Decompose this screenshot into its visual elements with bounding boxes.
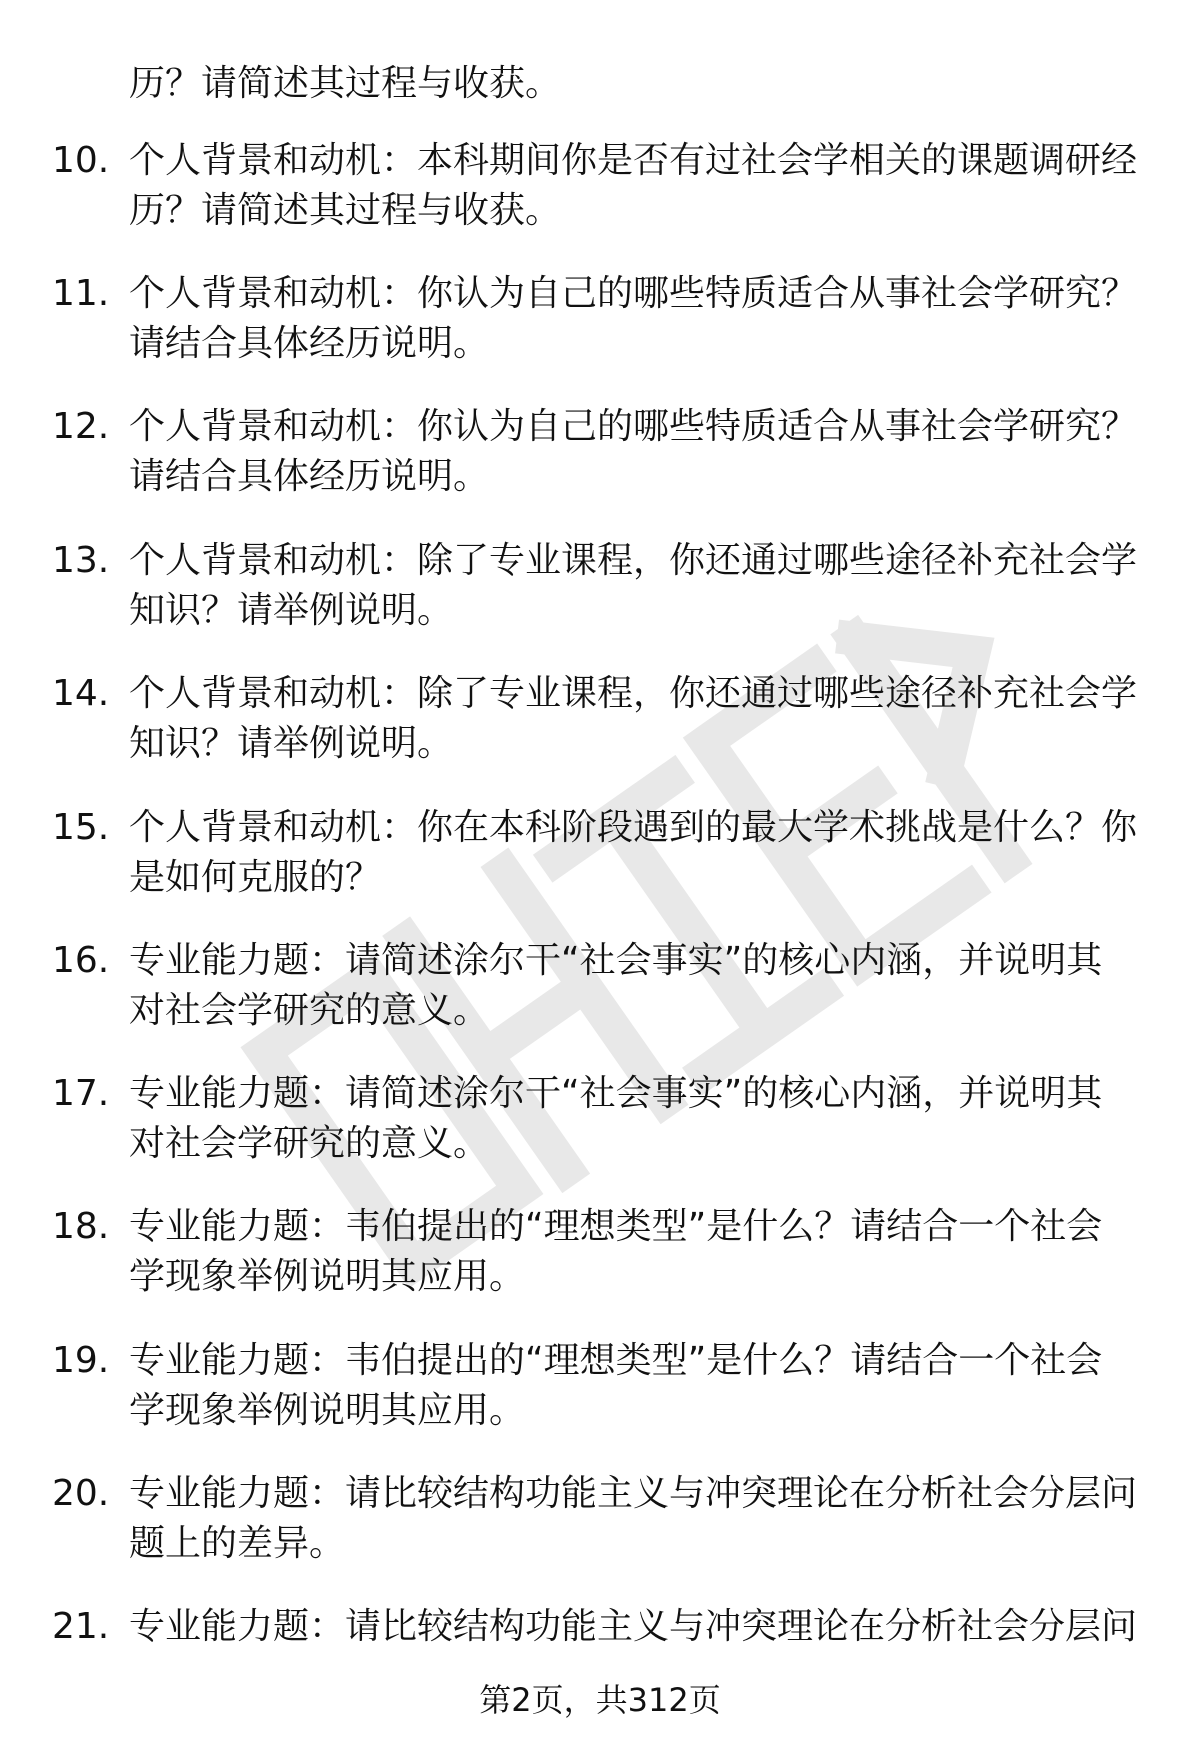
item-text bbox=[129, 1202, 1139, 1302]
item-number: 14. bbox=[52, 673, 110, 714]
item-text-line: 请结合具体经历说明。 bbox=[129, 456, 490, 497]
item-text-line: 个人背景和动机：你在本科阶段遇到的最大学术挑战是什么？你 bbox=[129, 807, 1138, 848]
item-number: 20. bbox=[52, 1473, 110, 1514]
item-text-line: 对社会学研究的意义。 bbox=[129, 1123, 490, 1164]
item-number: 17. bbox=[52, 1073, 110, 1114]
item-text-line: 专业能力题：韦伯提出的“理想类型”是什么？请结合一个社会 bbox=[129, 1340, 1103, 1381]
item-text bbox=[129, 1469, 1139, 1569]
item-text-line: 个人背景和动机：本科期间你是否有过社会学相关的课题调研经 bbox=[129, 140, 1138, 181]
item-text-line: 知识？请举例说明。 bbox=[129, 590, 454, 631]
item-text-line: 个人背景和动机：除了专业课程，你还通过哪些途径补充社会学 bbox=[129, 540, 1138, 581]
item-text-line: 对社会学研究的意义。 bbox=[129, 990, 490, 1031]
item-text-line: 专业能力题：请比较结构功能主义与冲突理论在分析社会分层问 bbox=[129, 1606, 1138, 1647]
item-text-line: 个人背景和动机：除了专业课程，你还通过哪些途径补充社会学 bbox=[129, 673, 1138, 714]
item-text bbox=[129, 1069, 1139, 1169]
item-number: 18. bbox=[52, 1206, 110, 1247]
item-text-line: 知识？请举例说明。 bbox=[129, 723, 454, 764]
item-text bbox=[129, 536, 1139, 636]
item-text bbox=[129, 136, 1139, 236]
item-text bbox=[129, 936, 1139, 1036]
item-text bbox=[129, 669, 1139, 769]
item-text bbox=[129, 1336, 1139, 1436]
item-number: 10. bbox=[52, 140, 110, 181]
item-text bbox=[129, 402, 1139, 502]
item-text-line: 学现象举例说明其应用。 bbox=[129, 1390, 526, 1431]
item-text bbox=[129, 1602, 1139, 1652]
item-text-line: 个人背景和动机：你认为自己的哪些特质适合从事社会学研究？ bbox=[129, 406, 1138, 447]
page-number-footer: 第2页，共312页 bbox=[479, 1681, 721, 1719]
item-text-line: 请结合具体经历说明。 bbox=[129, 323, 490, 364]
item-number: 21. bbox=[52, 1606, 110, 1647]
item-number: 12. bbox=[52, 406, 110, 447]
item-text-line: 专业能力题：请简述涂尔干“社会事实”的核心内涵，并说明其 bbox=[129, 940, 1103, 981]
item-text-line: 是如何克服的？ bbox=[129, 857, 382, 898]
item-text bbox=[129, 803, 1139, 903]
item-text bbox=[129, 269, 1139, 369]
item-number: 19. bbox=[52, 1340, 110, 1381]
item-text-line: 专业能力题：请简述涂尔干“社会事实”的核心内涵，并说明其 bbox=[129, 1073, 1103, 1114]
continued-question-text: 历？请简述其过程与收获。 bbox=[129, 63, 562, 104]
item-number: 13. bbox=[52, 540, 110, 581]
item-number: 16. bbox=[52, 940, 110, 981]
item-number: 11. bbox=[52, 273, 110, 314]
item-text-line: 个人背景和动机：你认为自己的哪些特质适合从事社会学研究？ bbox=[129, 273, 1138, 314]
item-number: 15. bbox=[52, 807, 110, 848]
item-text-line: 专业能力题：请比较结构功能主义与冲突理论在分析社会分层问 bbox=[129, 1473, 1138, 1514]
item-text-line: 题上的差异。 bbox=[129, 1523, 346, 1564]
item-text-line: 专业能力题：韦伯提出的“理想类型”是什么？请结合一个社会 bbox=[129, 1206, 1103, 1247]
item-text-line: 学现象举例说明其应用。 bbox=[129, 1256, 526, 1297]
item-text-line: 历？请简述其过程与收获。 bbox=[129, 190, 562, 231]
